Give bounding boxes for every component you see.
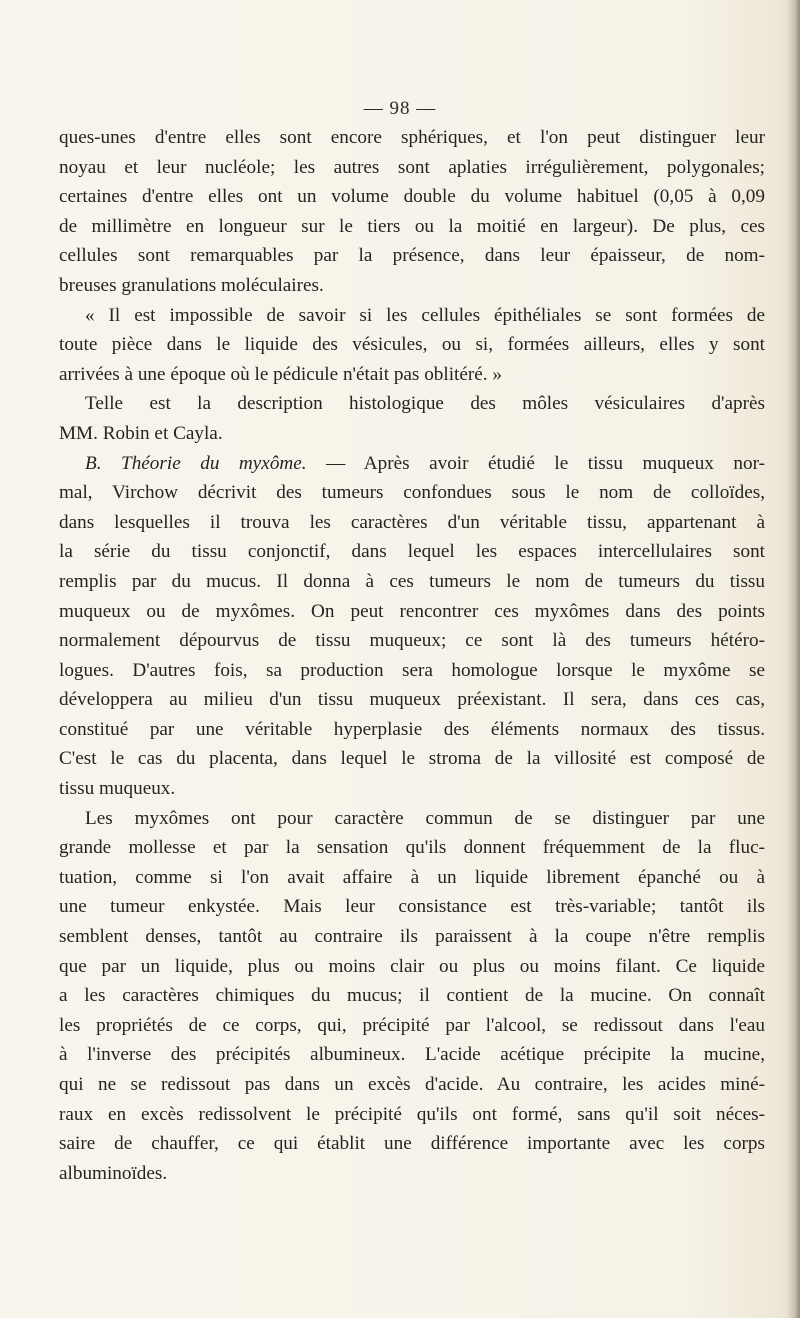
text-line: Telle est la description histologique des môles vésiculaires d'après — [85, 393, 765, 415]
text-line: cellules sont remarquables par la présence, dans leur épaisseur, de nom- — [59, 245, 765, 267]
text-line: qui ne se redissout pas dans un excès d'acide. Au contraire, les acides miné- — [59, 1074, 765, 1095]
text-line: a les caractères chimiques du mucus; il contient de la mucine. On connaît — [59, 985, 765, 1007]
body-text — [59, 123, 765, 1188]
text-line: la série du tissu conjonctif, dans lequel les espaces intercellulaires sont — [59, 541, 765, 563]
text-line: que par un liquide, plus ou moins clair ou plus ou moins filant. Ce liquide — [59, 955, 765, 977]
text-line: à l'inverse des précipités albumineux. L'acide acétique précipite la mucine, — [59, 1044, 765, 1066]
text-line: raux en excès redissolvent le précipité qu'ils ont formé, sans qu'il soit néces- — [59, 1103, 765, 1125]
text-line: « Il est impossible de savoir si les cellules épithéliales se sont formées de — [85, 304, 765, 326]
text-line: MM. Robin et Cayla. — [59, 422, 223, 444]
text-line: C'est le cas du placenta, dans lequel le stroma de la villosité est composé de — [59, 748, 765, 770]
text-line: toute pièce dans le liquide des vésicules, ou si, formées ailleurs, elles y sont — [59, 334, 765, 356]
text-line: ques-unes d'entre elles sont encore sphériques, et l'on peut distinguer leur — [59, 127, 765, 148]
text-line: constitué par une véritable hyperplasie des éléments normaux des tissus. — [59, 718, 765, 740]
text-line: mal, Virchow décrivit des tumeurs confondues sous le nom de colloïdes, — [59, 482, 765, 504]
section-heading: B. Théorie du myxôme. — [85, 452, 307, 474]
text-line: noyau et leur nucléole; les autres sont aplaties irrégulièrement, polygonales; — [59, 156, 765, 178]
section-heading-line — [59, 449, 765, 479]
text-line: tissu muqueux. — [59, 778, 176, 800]
text-line: breuses granulations moléculaires. — [59, 274, 324, 296]
text-line: certaines d'entre elles ont un volume double du volume habituel (0,05 à 0,09 — [59, 186, 765, 208]
text-line: dans lesquelles il trouva les caractères d'un véritable tissu, appartenant à — [59, 511, 765, 533]
text-line: Les myxômes ont pour caractère commun de se distinguer par une — [85, 807, 765, 829]
text-line: logues. D'autres fois, sa production sera homologue lorsque le myxôme se — [59, 659, 765, 681]
text-line: arrivées à une époque où le pédicule n'était pas oblitéré. » — [59, 363, 502, 385]
section-heading-rest: — Après avoir étudié le tissu muqueux nor- — [306, 452, 765, 474]
text-line: semblent denses, tantôt au contraire ils paraissent à la coupe n'être remplis — [59, 926, 765, 948]
text-line: muqueux ou de myxômes. On peut rencontrer ces myxômes dans des points — [59, 600, 765, 622]
text-line: une tumeur enkystée. Mais leur consistance est très-variable; tantôt ils — [59, 896, 765, 918]
text-line: albuminoïdes. — [59, 1162, 168, 1184]
page-number: — 98 — — [363, 98, 437, 119]
text-line: de millimètre en longueur sur le tiers ou la moitié en largeur). De plus, ces — [59, 215, 765, 237]
text-line: tuation, comme si l'on avait affaire à un liquide librement épanché ou à — [59, 866, 765, 888]
text-line: saire de chauffer, ce qui établit une différence importante avec les corps — [59, 1133, 765, 1155]
text-line: normalement dépourvus de tissu muqueux; ce sont là des tumeurs hétéro- — [59, 630, 765, 652]
text-line: grande mollesse et par la sensation qu'ils donnent fréquemment de la fluc- — [59, 837, 765, 859]
text-line: développera au milieu d'un tissu muqueux préexistant. Il sera, dans ces cas, — [59, 689, 765, 711]
page-edge-shadow — [786, 0, 800, 1318]
text-line: remplis par du mucus. Il donna à ces tumeurs le nom de tumeurs du tissu — [59, 570, 765, 592]
text-line: les propriétés de ce corps, qui, précipité par l'alcool, se redissout dans l'eau — [59, 1014, 765, 1036]
